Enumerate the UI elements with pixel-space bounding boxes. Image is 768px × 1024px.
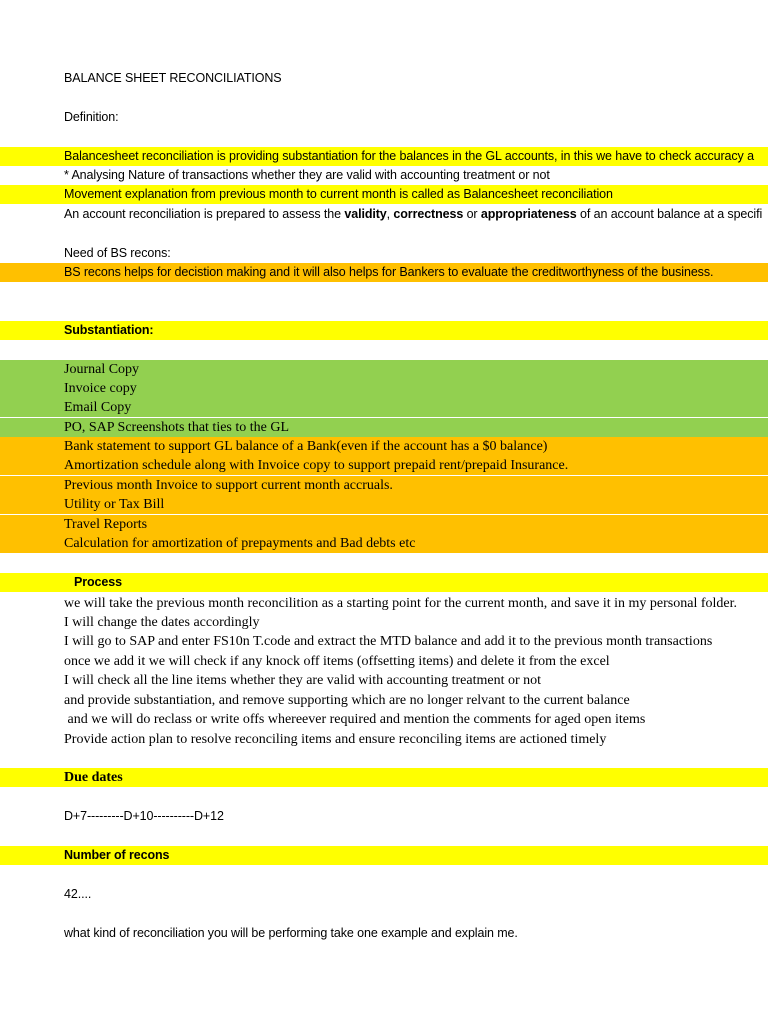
substantiation-item: PO, SAP Screenshots that ties to the GL: [0, 418, 768, 437]
substantiation-header: Substantiation:: [0, 321, 768, 340]
page-title: BALANCE SHEET RECONCILIATIONS: [64, 71, 282, 85]
account-reconciliation-line: An account reconciliation is prepared to assess the validity, correctness or appropriateness of an account balance at a specifi: [64, 207, 763, 221]
need-highlight: BS recons helps for decistion making and it will also helps for Bankers to evaluate the creditworthyness of the business.: [0, 263, 768, 282]
substantiation-item: Bank statement to support GL balance of a Bank(even if the account has a $0 balance): [0, 437, 768, 456]
definition-label: Definition:: [64, 110, 119, 124]
process-line: and provide substantiation, and remove supporting which are no longer relvant to the current balance: [64, 693, 630, 708]
process-line: I will go to SAP and enter FS10n T.code and extract the MTD balance and add it to the previous month transactions: [64, 634, 713, 649]
movement-line: Movement explanation from previous month to current month is called as Balancesheet reconciliation: [0, 185, 768, 204]
due-dates-value: D+7---------D+10----------D+12: [64, 809, 224, 823]
process-header: Process: [0, 573, 768, 592]
process-line: we will take the previous month reconcilition as a starting point for the current month, and save it in my personal folder.: [64, 596, 737, 611]
interview-question: what kind of reconciliation you will be performing take one example and explain me.: [64, 926, 518, 940]
number-of-recons-value: 42....: [64, 887, 92, 901]
substantiation-item: Previous month Invoice to support current month accruals.: [0, 476, 768, 495]
substantiation-item: Email Copy: [0, 398, 768, 417]
process-line: and we will do reclass or write offs whereever required and mention the comments for aged open items: [64, 712, 646, 727]
substantiation-item: Invoice copy: [0, 379, 768, 398]
substantiation-item: Travel Reports: [0, 515, 768, 534]
process-line: I will change the dates accordingly: [64, 615, 260, 630]
substantiation-item: Calculation for amortization of prepayments and Bad debts etc: [0, 534, 768, 553]
due-dates-header: Due dates: [0, 768, 768, 787]
substantiation-item: Journal Copy: [0, 360, 768, 379]
need-label: Need of BS recons:: [64, 246, 171, 260]
analysing-line: * Analysing Nature of transactions whether they are valid with accounting treatment or not: [64, 168, 550, 182]
number-of-recons-header: Number of recons: [0, 846, 768, 865]
process-line: once we add it we will check if any knock off items (offsetting items) and delete it from the excel: [64, 654, 610, 669]
process-line: Provide action plan to resolve reconciling items and ensure reconciling items are actioned timely: [64, 732, 607, 747]
substantiation-item: Utility or Tax Bill: [0, 495, 768, 514]
substantiation-item: Amortization schedule along with Invoice copy to support prepaid rent/prepaid Insurance.: [0, 456, 768, 475]
process-line: I will check all the line items whether they are valid with accounting treatment or not: [64, 673, 542, 688]
definition-highlight: Balancesheet reconciliation is providing substantiation for the balances in the GL accounts, in this we have to check accuracy a: [0, 147, 768, 166]
